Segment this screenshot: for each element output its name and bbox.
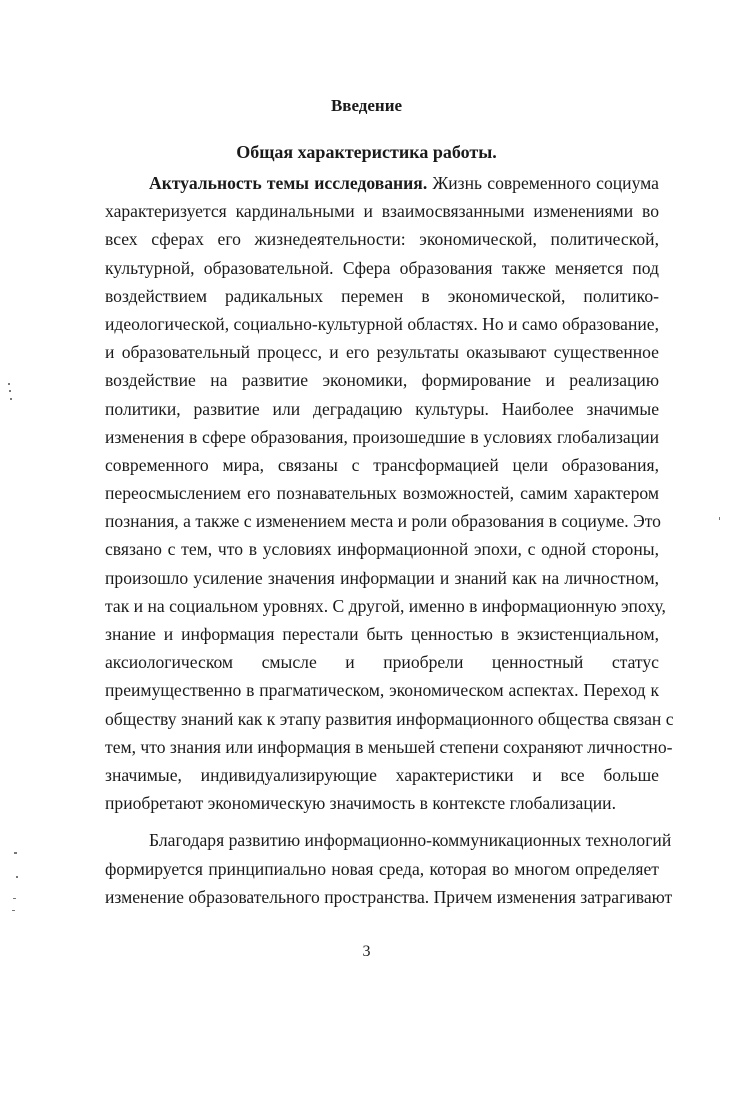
scan-speck [13,898,16,899]
paragraph-line: и образовательный процесс, и его результаты оказывают существенное [105,342,659,363]
paragraph-line: значимые, индивидуализирующие характеристики и все больше [105,764,659,785]
paragraph-line: знание и информация перестали быть ценностью в экзистенциальном, [105,624,659,644]
paragraph-line: приобретают экономическую значимость в контексте глобализации. [105,793,616,814]
paragraph-line [105,169,659,197]
paragraph-line: воздействие на развитие экономики, формирование и реализацию [105,370,659,391]
paragraph-line: современного мира, связаны с трансформацией цели образования, [105,454,659,475]
scan-speck [14,852,17,854]
paragraph-line: произошло усиление значения информации и знаний как на личностном, [105,567,659,588]
line-text: Жизнь современного социума [427,173,659,193]
section-subtitle: Общая характеристика работы. [236,142,497,162]
paragraph-relevance [105,169,674,817]
paragraph-line: изменения в сфере образования, произошедшие в условиях глобализации [105,426,659,447]
scan-speck [12,910,15,911]
paragraph-line: преимущественно в прагматическом, экономическом аспектах. Переход к [105,680,659,701]
paragraph-line: изменение образовательного пространства. Причем изменения затрагивают [105,886,673,907]
scan-speck [8,383,10,385]
scan-speck [719,517,720,520]
body-text [105,169,674,911]
paragraph-ict [105,826,673,911]
paragraph-line: аксиологическом смысле и приобрели ценностный статус [105,652,659,673]
paragraph-line: Благодаря развитию информационно-коммуникационных технологий [149,830,672,851]
paragraph-line: обществу знаний как к этапу развития информационного общества связан с [105,708,674,729]
paragraph-line: связано с тем, что в условиях информационной эпохи, с одной стороны, [105,539,659,560]
scan-speck [10,398,12,400]
page-title: Введение [330,96,403,115]
paragraph-line: всех сферах его жизнедеятельности: экономической, политической, [105,229,659,250]
scan-speck [9,390,11,392]
scan-speck [16,876,18,878]
paragraph-line: переосмыслением его познавательных возможностей, самим характером [105,483,659,504]
paragraph-line: идеологической, социально-культурной областях. Но и само образование, [105,313,659,334]
lead-in-bold: Актуальность темы исследования. [149,173,428,193]
paragraph-line: так и на социальном уровнях. С другой, именно в информационную эпоху, [105,595,666,616]
paragraph-line: политики, развитие или деградацию культуры. Наиболее значимые [105,398,659,419]
page-number: 3 [362,943,371,960]
paragraph-line: познания, а также с изменением места и роли образования в социуме. Это [105,511,661,532]
paragraph-line: формируется принципиально новая среда, которая во многом определяет [105,858,659,879]
paragraph-line: культурной, образовательной. Сфера образования также меняется под [105,257,659,278]
paragraph-line: тем, что знания или информация в меньшей степени сохраняют личностно- [105,736,673,757]
paragraph-line: характеризуется кардинальными и взаимосвязанными изменениями во [105,201,659,222]
paragraph-line: воздействием радикальных перемен в экономической, политико- [105,285,659,306]
